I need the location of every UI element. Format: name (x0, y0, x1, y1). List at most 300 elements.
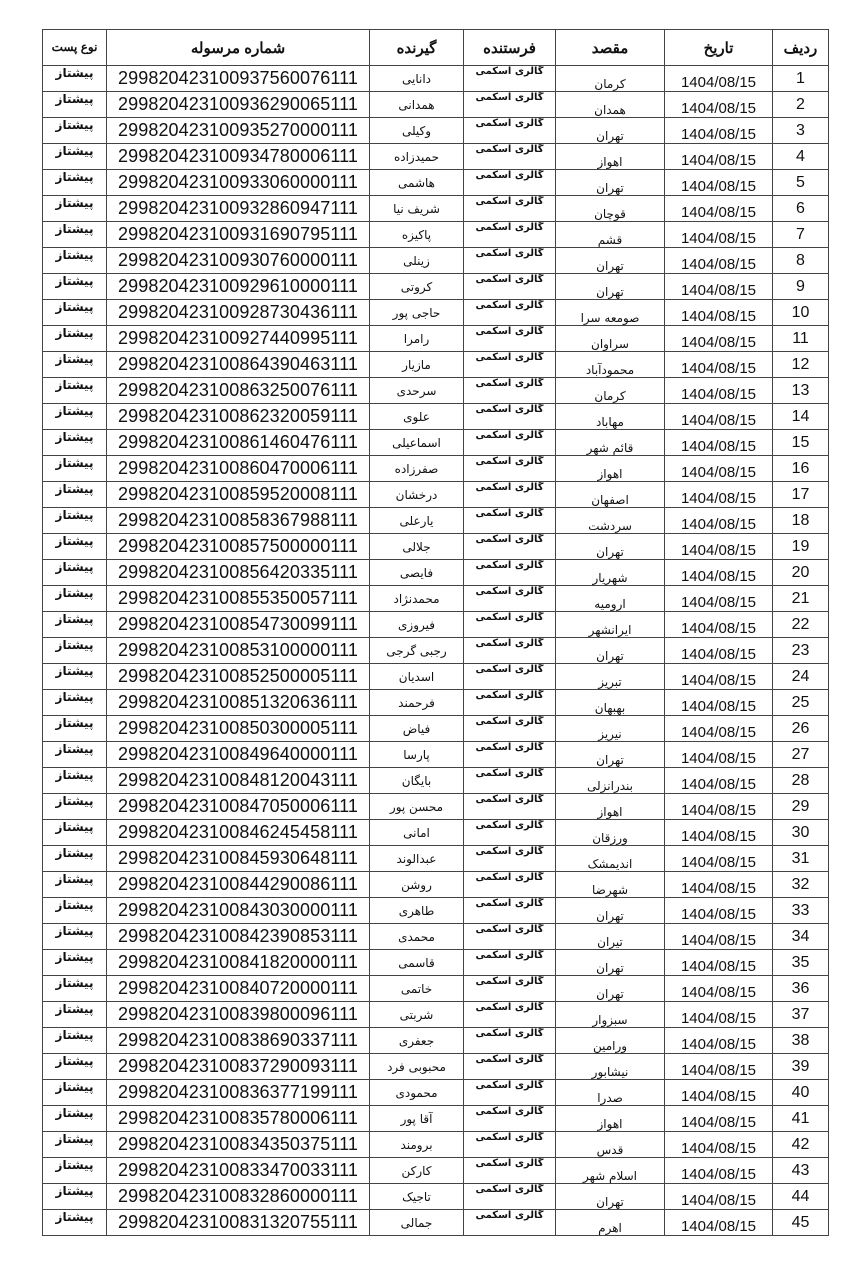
post-type-cell: پیشتاز (43, 976, 107, 1002)
tracking-number-cell: 299820423100864390463111 (107, 352, 370, 378)
row-number: 42 (773, 1132, 829, 1158)
header-row-number: ردیف (773, 30, 829, 66)
post-type-cell: پیشتاز (43, 300, 107, 326)
table-row (43, 742, 829, 768)
date-cell: 1404/08/15 (665, 1184, 773, 1210)
table-row (43, 534, 829, 560)
receiver-cell: سرحدی (370, 378, 464, 404)
table-row (43, 976, 829, 1002)
table-row (43, 1106, 829, 1132)
date-cell: 1404/08/15 (665, 1054, 773, 1080)
tracking-number-cell: 299820423100859520008111 (107, 482, 370, 508)
table-row (43, 352, 829, 378)
post-type-cell: پیشتاز (43, 872, 107, 898)
receiver-cell: پاکیزه (370, 222, 464, 248)
row-number: 5 (773, 170, 829, 196)
tracking-number-cell: 299820423100848120043111 (107, 768, 370, 794)
destination-cell: ارومیه (556, 586, 665, 612)
post-type-cell: پیشتاز (43, 404, 107, 430)
table-row (43, 586, 829, 612)
destination-cell: سراوان (556, 326, 665, 352)
receiver-cell: فیروزی (370, 612, 464, 638)
tracking-number-cell: 299820423100847050006111 (107, 794, 370, 820)
sender-cell: گالری اسکمی (464, 1158, 556, 1184)
date-cell: 1404/08/15 (665, 586, 773, 612)
date-cell: 1404/08/15 (665, 612, 773, 638)
date-cell: 1404/08/15 (665, 1132, 773, 1158)
receiver-cell: علوی (370, 404, 464, 430)
destination-cell: کرمان (556, 66, 665, 92)
table-row (43, 924, 829, 950)
tracking-number-cell: 299820423100929610000111 (107, 274, 370, 300)
post-type-cell: پیشتاز (43, 352, 107, 378)
table-row (43, 144, 829, 170)
post-type-cell: پیشتاز (43, 92, 107, 118)
tracking-number-cell: 299820423100849640000111 (107, 742, 370, 768)
date-cell: 1404/08/15 (665, 690, 773, 716)
sender-cell: گالری اسکمی (464, 768, 556, 794)
sender-cell: گالری اسکمی (464, 1002, 556, 1028)
post-type-cell: پیشتاز (43, 378, 107, 404)
post-type-cell: پیشتاز (43, 274, 107, 300)
tracking-number-cell: 299820423100837290093111 (107, 1054, 370, 1080)
date-cell: 1404/08/15 (665, 768, 773, 794)
row-number: 24 (773, 664, 829, 690)
table-row (43, 404, 829, 430)
table-row (43, 716, 829, 742)
table-row (43, 508, 829, 534)
table-row (43, 482, 829, 508)
row-number: 30 (773, 820, 829, 846)
destination-cell: شهرضا (556, 872, 665, 898)
post-type-cell: پیشتاز (43, 170, 107, 196)
row-number: 17 (773, 482, 829, 508)
row-number: 43 (773, 1158, 829, 1184)
destination-cell: قشم (556, 222, 665, 248)
header-post-type: نوع پست (43, 30, 107, 66)
date-cell: 1404/08/15 (665, 872, 773, 898)
date-cell: 1404/08/15 (665, 638, 773, 664)
table-row (43, 690, 829, 716)
receiver-cell: فرحمند (370, 690, 464, 716)
post-type-cell: پیشتاز (43, 1210, 107, 1236)
sender-cell: گالری اسکمی (464, 872, 556, 898)
post-type-cell: پیشتاز (43, 742, 107, 768)
receiver-cell: جمالی (370, 1210, 464, 1236)
destination-cell: تهران (556, 534, 665, 560)
row-number: 14 (773, 404, 829, 430)
row-number: 39 (773, 1054, 829, 1080)
destination-cell: اهواز (556, 1106, 665, 1132)
sender-cell: گالری اسکمی (464, 66, 556, 92)
row-number: 9 (773, 274, 829, 300)
destination-cell: اهواز (556, 456, 665, 482)
tracking-number-cell: 299820423100851320636111 (107, 690, 370, 716)
table-row (43, 1080, 829, 1106)
table-row (43, 1028, 829, 1054)
receiver-cell: صفرزاده (370, 456, 464, 482)
post-type-cell: پیشتاز (43, 534, 107, 560)
post-type-cell: پیشتاز (43, 950, 107, 976)
sender-cell: گالری اسکمی (464, 1106, 556, 1132)
date-cell: 1404/08/15 (665, 326, 773, 352)
receiver-cell: مازیار (370, 352, 464, 378)
sender-cell: گالری اسکمی (464, 794, 556, 820)
tracking-number-cell: 299820423100935270000111 (107, 118, 370, 144)
header-tracking-number: شماره مرسوله (107, 30, 370, 66)
receiver-cell: اسماعیلی (370, 430, 464, 456)
date-cell: 1404/08/15 (665, 274, 773, 300)
sender-cell: گالری اسکمی (464, 560, 556, 586)
date-cell: 1404/08/15 (665, 248, 773, 274)
tracking-number-cell: 299820423100934780006111 (107, 144, 370, 170)
row-number: 13 (773, 378, 829, 404)
post-type-cell: پیشتاز (43, 1002, 107, 1028)
destination-cell: قدس (556, 1132, 665, 1158)
destination-cell: مهاباد (556, 404, 665, 430)
destination-cell: قائم شهر (556, 430, 665, 456)
tracking-number-cell: 299820423100834350375111 (107, 1132, 370, 1158)
row-number: 28 (773, 768, 829, 794)
tracking-number-cell: 299820423100844290086111 (107, 872, 370, 898)
row-number: 29 (773, 794, 829, 820)
table-row (43, 378, 829, 404)
table-row (43, 872, 829, 898)
post-type-cell: پیشتاز (43, 482, 107, 508)
date-cell: 1404/08/15 (665, 794, 773, 820)
sender-cell: گالری اسکمی (464, 508, 556, 534)
sender-cell: گالری اسکمی (464, 898, 556, 924)
post-type-cell: پیشتاز (43, 1106, 107, 1132)
row-number: 18 (773, 508, 829, 534)
tracking-number-cell: 299820423100936290065111 (107, 92, 370, 118)
sender-cell: گالری اسکمی (464, 248, 556, 274)
sender-cell: گالری اسکمی (464, 586, 556, 612)
header-receiver: گیرنده (370, 30, 464, 66)
sender-cell: گالری اسکمی (464, 612, 556, 638)
tracking-number-cell: 299820423100860470006111 (107, 456, 370, 482)
tracking-number-cell: 299820423100857500000111 (107, 534, 370, 560)
tracking-number-cell: 299820423100833470033111 (107, 1158, 370, 1184)
table-row (43, 196, 829, 222)
table-row (43, 430, 829, 456)
row-number: 20 (773, 560, 829, 586)
table-row (43, 1054, 829, 1080)
post-type-cell: پیشتاز (43, 1158, 107, 1184)
tracking-number-cell: 299820423100930760000111 (107, 248, 370, 274)
sender-cell: گالری اسکمی (464, 950, 556, 976)
sender-cell: گالری اسکمی (464, 326, 556, 352)
table-row (43, 1002, 829, 1028)
receiver-cell: کارکن (370, 1158, 464, 1184)
sender-cell: گالری اسکمی (464, 1184, 556, 1210)
receiver-cell: رجبی گرجی (370, 638, 464, 664)
row-number: 41 (773, 1106, 829, 1132)
post-type-cell: پیشتاز (43, 456, 107, 482)
post-type-cell: پیشتاز (43, 196, 107, 222)
row-number: 35 (773, 950, 829, 976)
receiver-cell: محمدنژاد (370, 586, 464, 612)
destination-cell: تهران (556, 976, 665, 1002)
receiver-cell: طاهری (370, 898, 464, 924)
receiver-cell: برومند (370, 1132, 464, 1158)
table-row (43, 1210, 829, 1236)
receiver-cell: خاتمی (370, 976, 464, 1002)
tracking-number-cell: 299820423100843030000111 (107, 898, 370, 924)
row-number: 8 (773, 248, 829, 274)
shipment-table (42, 29, 829, 1236)
post-type-cell: پیشتاز (43, 794, 107, 820)
row-number: 26 (773, 716, 829, 742)
destination-cell: اندیمشک (556, 846, 665, 872)
row-number: 25 (773, 690, 829, 716)
receiver-cell: حمیدزاده (370, 144, 464, 170)
sender-cell: گالری اسکمی (464, 716, 556, 742)
tracking-number-cell: 299820423100850300005111 (107, 716, 370, 742)
date-cell: 1404/08/15 (665, 1080, 773, 1106)
post-type-cell: پیشتاز (43, 1132, 107, 1158)
post-type-cell: پیشتاز (43, 430, 107, 456)
destination-cell: سردشت (556, 508, 665, 534)
sender-cell: گالری اسکمی (464, 118, 556, 144)
header-row (43, 30, 829, 66)
receiver-cell: محمودی (370, 1080, 464, 1106)
destination-cell: تهران (556, 1184, 665, 1210)
date-cell: 1404/08/15 (665, 300, 773, 326)
receiver-cell: حاجی پور (370, 300, 464, 326)
row-number: 23 (773, 638, 829, 664)
table-row (43, 846, 829, 872)
row-number: 15 (773, 430, 829, 456)
tracking-number-cell: 299820423100832860000111 (107, 1184, 370, 1210)
destination-cell: اسلام شهر (556, 1158, 665, 1184)
date-cell: 1404/08/15 (665, 1158, 773, 1184)
date-cell: 1404/08/15 (665, 404, 773, 430)
sender-cell: گالری اسکمی (464, 378, 556, 404)
row-number: 34 (773, 924, 829, 950)
date-cell: 1404/08/15 (665, 66, 773, 92)
receiver-cell: روشن (370, 872, 464, 898)
post-type-cell: پیشتاز (43, 924, 107, 950)
date-cell: 1404/08/15 (665, 1106, 773, 1132)
receiver-cell: فایصی (370, 560, 464, 586)
destination-cell: نیشابور (556, 1054, 665, 1080)
shipment-sheet (42, 29, 828, 1236)
date-cell: 1404/08/15 (665, 430, 773, 456)
receiver-cell: رامرا (370, 326, 464, 352)
row-number: 45 (773, 1210, 829, 1236)
destination-cell: اهواز (556, 794, 665, 820)
destination-cell: تهران (556, 274, 665, 300)
sender-cell: گالری اسکمی (464, 196, 556, 222)
destination-cell: همدان (556, 92, 665, 118)
row-number: 31 (773, 846, 829, 872)
row-number: 4 (773, 144, 829, 170)
receiver-cell: هاشمی (370, 170, 464, 196)
row-number: 10 (773, 300, 829, 326)
date-cell: 1404/08/15 (665, 1002, 773, 1028)
row-number: 38 (773, 1028, 829, 1054)
sender-cell: گالری اسکمی (464, 222, 556, 248)
destination-cell: ورزقان (556, 820, 665, 846)
sender-cell: گالری اسکمی (464, 92, 556, 118)
sender-cell: گالری اسکمی (464, 404, 556, 430)
post-type-cell: پیشتاز (43, 248, 107, 274)
row-number: 11 (773, 326, 829, 352)
destination-cell: تبریز (556, 664, 665, 690)
row-number: 27 (773, 742, 829, 768)
sender-cell: گالری اسکمی (464, 924, 556, 950)
row-number: 16 (773, 456, 829, 482)
row-number: 7 (773, 222, 829, 248)
table-row (43, 1184, 829, 1210)
table-row (43, 612, 829, 638)
destination-cell: تهران (556, 742, 665, 768)
post-type-cell: پیشتاز (43, 144, 107, 170)
post-type-cell: پیشتاز (43, 222, 107, 248)
tracking-number-cell: 299820423100863250076111 (107, 378, 370, 404)
destination-cell: صومعه سرا (556, 300, 665, 326)
table-row (43, 222, 829, 248)
receiver-cell: قاسمی (370, 950, 464, 976)
destination-cell: تیران (556, 924, 665, 950)
tracking-number-cell: 299820423100933060000111 (107, 170, 370, 196)
table-body (43, 66, 829, 1236)
table-row (43, 820, 829, 846)
receiver-cell: بایگان (370, 768, 464, 794)
sender-cell: گالری اسکمی (464, 170, 556, 196)
table-row (43, 118, 829, 144)
table-row (43, 92, 829, 118)
header-date: تاریخ (665, 30, 773, 66)
post-type-cell: پیشتاز (43, 118, 107, 144)
receiver-cell: وکیلی (370, 118, 464, 144)
post-type-cell: پیشتاز (43, 1080, 107, 1106)
tracking-number-cell: 299820423100854730099111 (107, 612, 370, 638)
tracking-number-cell: 299820423100831320755111 (107, 1210, 370, 1236)
destination-cell: صدرا (556, 1080, 665, 1106)
table-row (43, 66, 829, 92)
destination-cell: اهرم (556, 1210, 665, 1236)
row-number: 36 (773, 976, 829, 1002)
tracking-number-cell: 299820423100931690795111 (107, 222, 370, 248)
sender-cell: گالری اسکمی (464, 1210, 556, 1236)
sender-cell: گالری اسکمی (464, 352, 556, 378)
receiver-cell: پارسا (370, 742, 464, 768)
tracking-number-cell: 299820423100861460476111 (107, 430, 370, 456)
receiver-cell: زینلی (370, 248, 464, 274)
date-cell: 1404/08/15 (665, 222, 773, 248)
table-row (43, 950, 829, 976)
post-type-cell: پیشتاز (43, 1028, 107, 1054)
tracking-number-cell: 299820423100835780006111 (107, 1106, 370, 1132)
sender-cell: گالری اسکمی (464, 300, 556, 326)
date-cell: 1404/08/15 (665, 378, 773, 404)
date-cell: 1404/08/15 (665, 508, 773, 534)
sender-cell: گالری اسکمی (464, 638, 556, 664)
tracking-number-cell: 299820423100855350057111 (107, 586, 370, 612)
table-row (43, 560, 829, 586)
sender-cell: گالری اسکمی (464, 742, 556, 768)
sender-cell: گالری اسکمی (464, 1080, 556, 1106)
receiver-cell: کروتی (370, 274, 464, 300)
sender-cell: گالری اسکمی (464, 456, 556, 482)
date-cell: 1404/08/15 (665, 92, 773, 118)
date-cell: 1404/08/15 (665, 560, 773, 586)
destination-cell: نیریز (556, 716, 665, 742)
row-number: 33 (773, 898, 829, 924)
receiver-cell: آقا پور (370, 1106, 464, 1132)
tracking-number-cell: 299820423100840720000111 (107, 976, 370, 1002)
destination-cell: تهران (556, 898, 665, 924)
destination-cell: تهران (556, 638, 665, 664)
date-cell: 1404/08/15 (665, 1028, 773, 1054)
receiver-cell: شریف نیا (370, 196, 464, 222)
receiver-cell: یارعلی (370, 508, 464, 534)
tracking-number-cell: 299820423100838690337111 (107, 1028, 370, 1054)
tracking-number-cell: 299820423100927440995111 (107, 326, 370, 352)
post-type-cell: پیشتاز (43, 664, 107, 690)
destination-cell: کرمان (556, 378, 665, 404)
date-cell: 1404/08/15 (665, 846, 773, 872)
row-number: 6 (773, 196, 829, 222)
date-cell: 1404/08/15 (665, 118, 773, 144)
row-number: 37 (773, 1002, 829, 1028)
sender-cell: گالری اسکمی (464, 430, 556, 456)
table-row (43, 300, 829, 326)
sender-cell: گالری اسکمی (464, 1028, 556, 1054)
row-number: 21 (773, 586, 829, 612)
header-sender: فرستنده (464, 30, 556, 66)
post-type-cell: پیشتاز (43, 1184, 107, 1210)
date-cell: 1404/08/15 (665, 950, 773, 976)
receiver-cell: درخشان (370, 482, 464, 508)
destination-cell: بندرانزلی (556, 768, 665, 794)
receiver-cell: جعفری (370, 1028, 464, 1054)
receiver-cell: تاجیک (370, 1184, 464, 1210)
receiver-cell: دانایی (370, 66, 464, 92)
destination-cell: تهران (556, 950, 665, 976)
post-type-cell: پیشتاز (43, 560, 107, 586)
date-cell: 1404/08/15 (665, 534, 773, 560)
sender-cell: گالری اسکمی (464, 482, 556, 508)
tracking-number-cell: 299820423100853100000111 (107, 638, 370, 664)
destination-cell: قوچان (556, 196, 665, 222)
tracking-number-cell: 299820423100928730436111 (107, 300, 370, 326)
receiver-cell: محسن پور (370, 794, 464, 820)
destination-cell: محمودآباد (556, 352, 665, 378)
destination-cell: بهبهان (556, 690, 665, 716)
row-number: 40 (773, 1080, 829, 1106)
post-type-cell: پیشتاز (43, 66, 107, 92)
post-type-cell: پیشتاز (43, 326, 107, 352)
receiver-cell: جلالی (370, 534, 464, 560)
date-cell: 1404/08/15 (665, 144, 773, 170)
tracking-number-cell: 299820423100839800096111 (107, 1002, 370, 1028)
sender-cell: گالری اسکمی (464, 976, 556, 1002)
date-cell: 1404/08/15 (665, 664, 773, 690)
sender-cell: گالری اسکمی (464, 846, 556, 872)
destination-cell: اصفهان (556, 482, 665, 508)
post-type-cell: پیشتاز (43, 716, 107, 742)
post-type-cell: پیشتاز (43, 612, 107, 638)
destination-cell: ایرانشهر (556, 612, 665, 638)
post-type-cell: پیشتاز (43, 638, 107, 664)
row-number: 2 (773, 92, 829, 118)
table-row (43, 170, 829, 196)
post-type-cell: پیشتاز (43, 1054, 107, 1080)
date-cell: 1404/08/15 (665, 820, 773, 846)
